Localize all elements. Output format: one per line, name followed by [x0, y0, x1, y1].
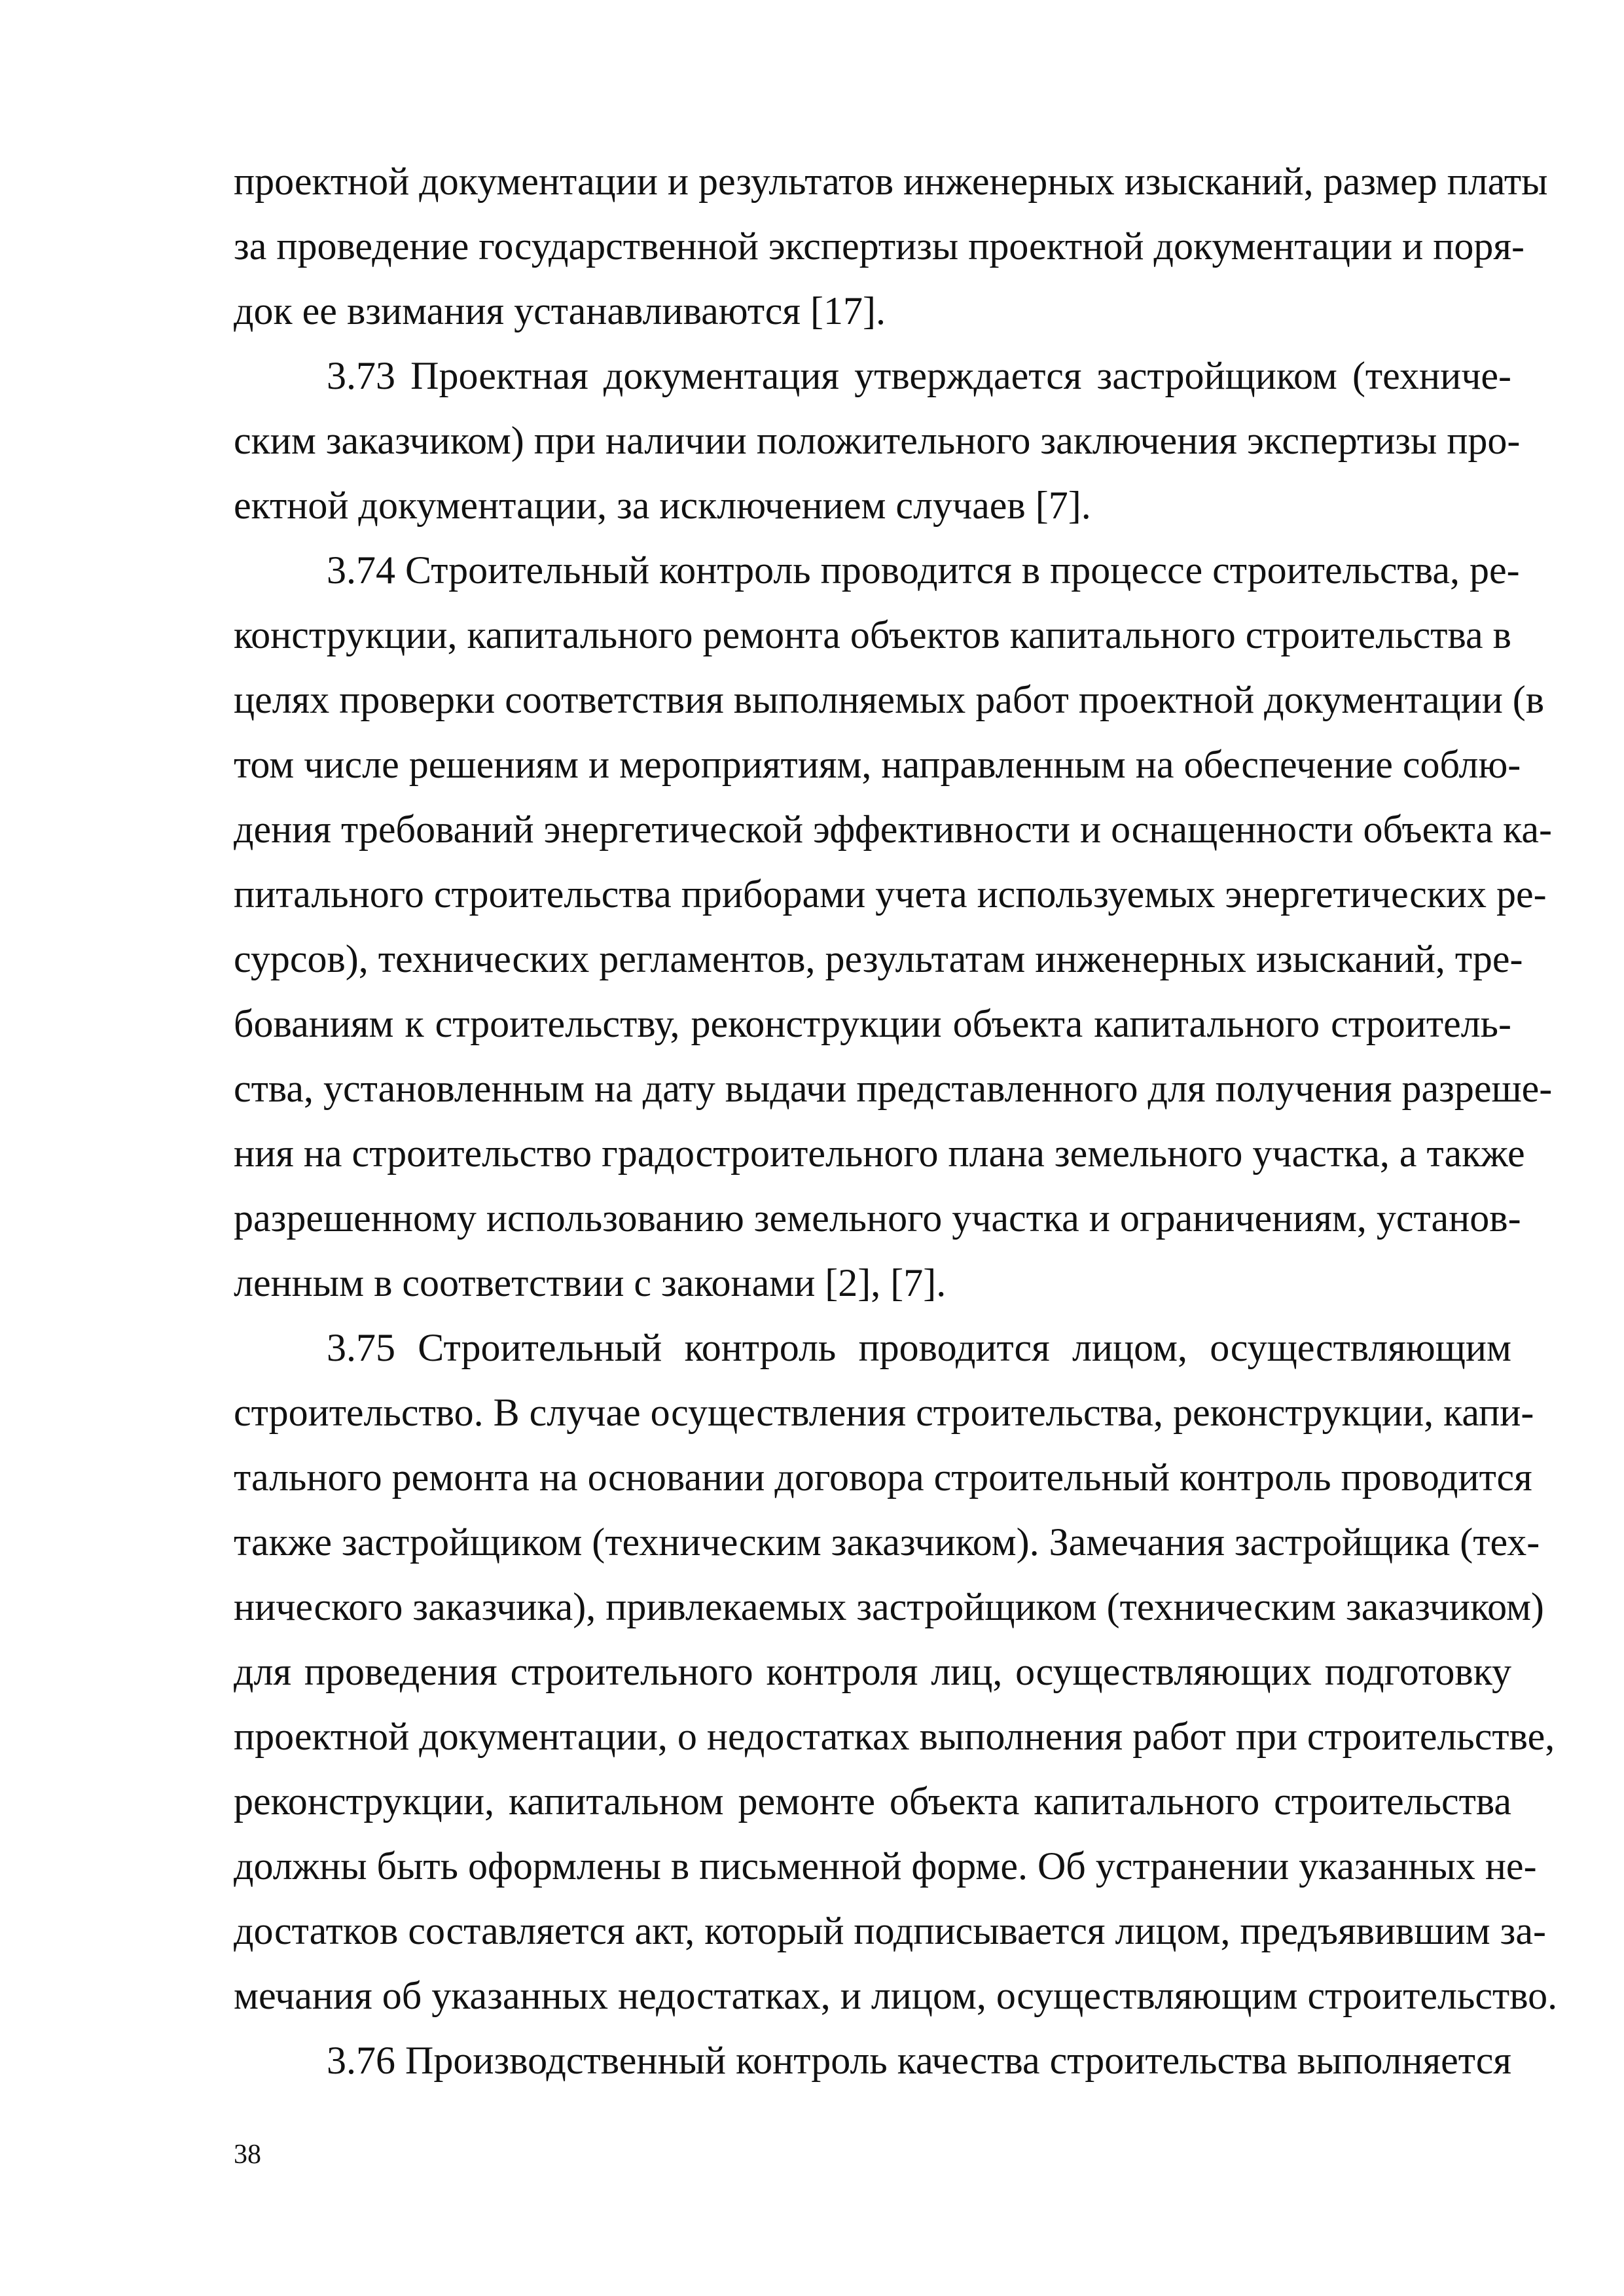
text-line: док ее взимания устанавливаются [17].: [234, 289, 886, 332]
paragraph-3-75-first-line: 3.75 Строительный контроль проводится лицом, осуществляющим: [327, 1326, 1511, 1369]
text-line: целях проверки соответствия выполняемых работ проектной документации (в: [234, 678, 1545, 721]
text-line: сурсов), технических регламентов, результатам инженерных изысканий, тре-: [234, 937, 1523, 980]
text-line: для проведения строительного контроля лиц, осуществляющих подготовку: [234, 1650, 1511, 1693]
text-line: реконструкции, капитальном ремонте объекта капитального строительства: [234, 1780, 1511, 1823]
paragraph-3-76-first-line: 3.76 Производственный контроль качества строительства выполняется: [327, 2039, 1511, 2082]
text-line: проектной документации и результатов инженерных изысканий, размер платы: [234, 160, 1548, 203]
page-number: 38: [234, 2140, 261, 2170]
text-line: ленным в соответствии с законами [2], [7].: [234, 1261, 947, 1304]
text-line: ектной документации, за исключением случаев [7].: [234, 484, 1091, 527]
text-line: разрешенному использованию земельного участка и ограничениям, установ-: [234, 1196, 1521, 1240]
text-line: также застройщиком (техническим заказчиком). Замечания застройщика (тех-: [234, 1520, 1540, 1564]
text-line: ства, установленным на дату выдачи представленного для получения разреше-: [234, 1067, 1553, 1110]
paragraph-3-74-first-line: 3.74 Строительный контроль проводится в процессе строительства, ре-: [327, 548, 1520, 592]
text-line: ским заказчиком) при наличии положительного заключения экспертизы про-: [234, 419, 1521, 462]
text-line: том числе решениям и мероприятиям, направленным на обеспечение соблю-: [234, 743, 1521, 786]
text-line: мечания об указанных недостатках, и лицом, осуществляющим строительство.: [234, 1974, 1558, 2017]
text-body: [234, 149, 1558, 2093]
text-line: достатков составляется акт, который подписывается лицом, предъявившим за-: [234, 1909, 1546, 1952]
paragraph-3-73-first-line: 3.73 Проектная документация утверждается застройщиком (техниче-: [327, 354, 1511, 397]
text-line: питального строительства приборами учета используемых энергетических ре-: [234, 872, 1547, 916]
text-line: за проведение государственной экспертизы проектной документации и поря-: [234, 224, 1525, 268]
text-line: проектной документации, о недостатках выполнения работ при строительстве,: [234, 1715, 1555, 1758]
text-line: должны быть оформлены в письменной форме. Об устранении указанных не-: [234, 1844, 1537, 1888]
text-line: строительство. В случае осуществления строительства, реконструкции, капи-: [234, 1391, 1534, 1434]
text-line: бованиям к строительству, реконструкции объекта капитального строитель-: [234, 1002, 1511, 1045]
text-line: конструкции, капитального ремонта объектов капитального строительства в: [234, 613, 1511, 656]
text-line: тального ремонта на основании договора строительный контроль проводится: [234, 1456, 1532, 1499]
text-line: ния на строительство градостроительного плана земельного участка, а также: [234, 1132, 1525, 1175]
text-line: дения требований энергетической эффективности и оснащенности объекта ка-: [234, 808, 1552, 851]
text-line: нического заказчика), привлекаемых застройщиком (техническим заказчиком): [234, 1585, 1544, 1628]
